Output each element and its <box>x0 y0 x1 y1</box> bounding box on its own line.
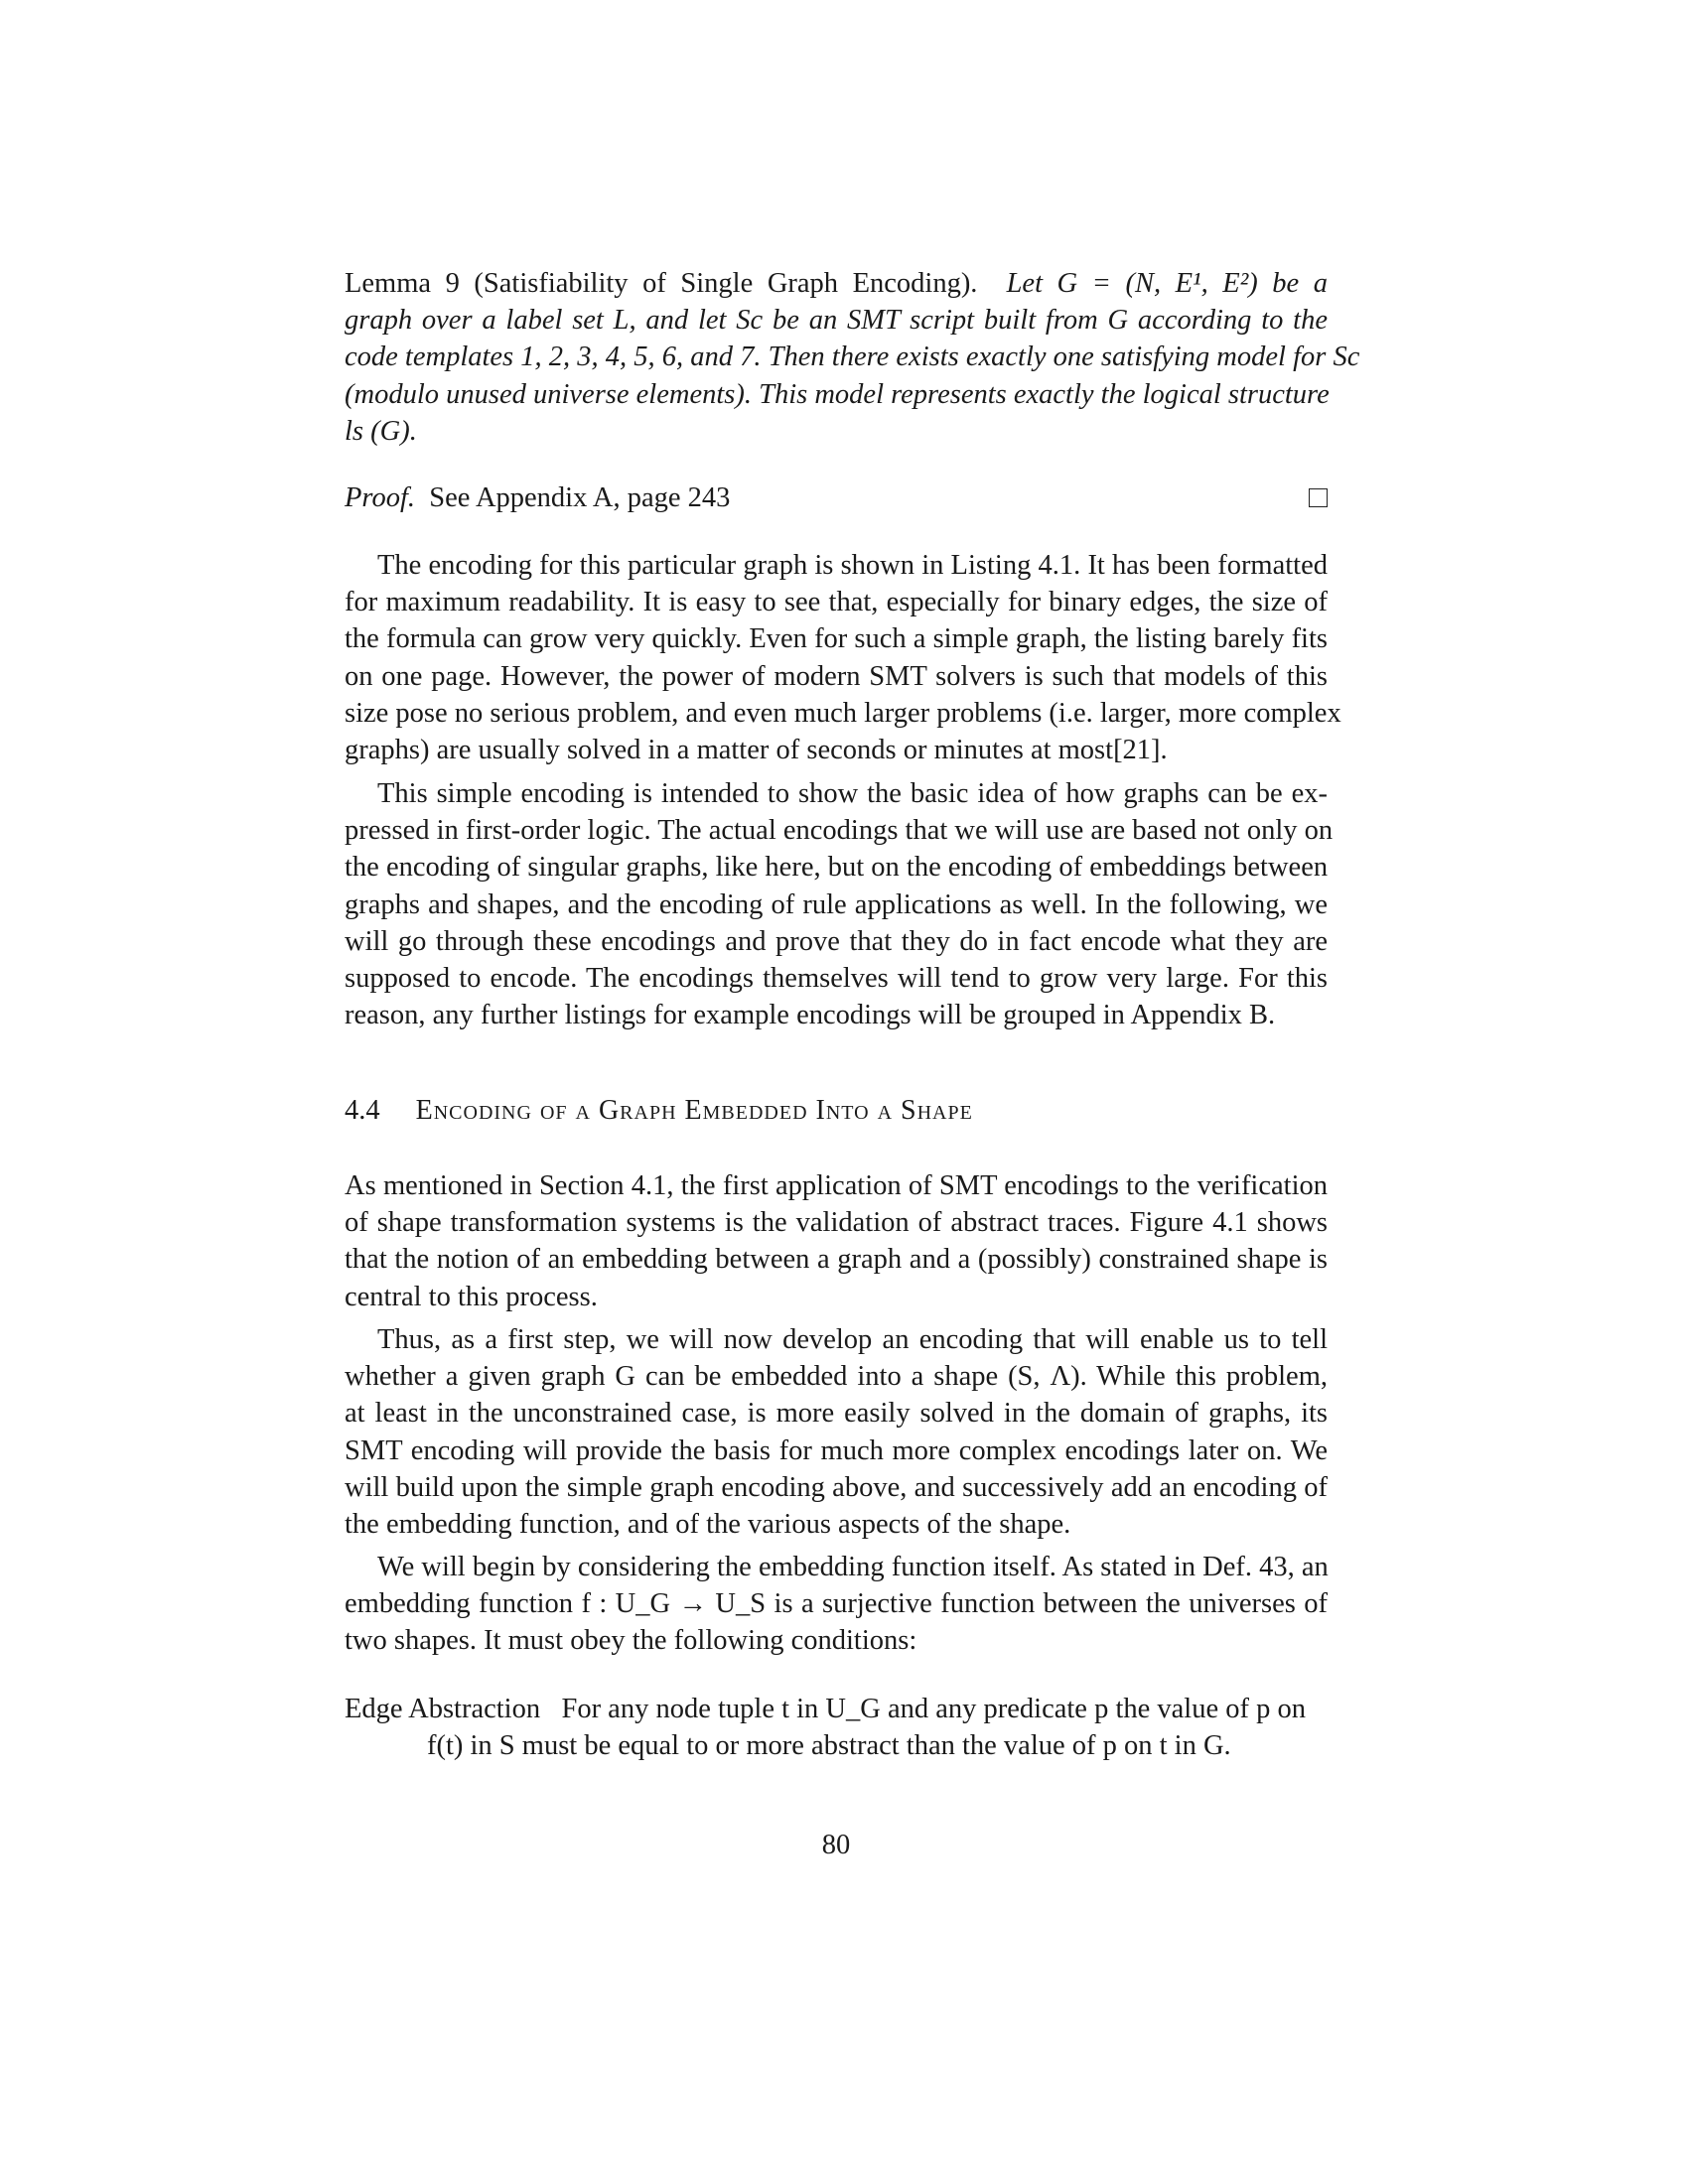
text-line: SMT encoding will provide the basis for much more complex encodings later on. We <box>345 1434 1328 1466</box>
definition-text: f(t) in S must be equal to or more abstract than the value of p on t in G. <box>427 1730 1231 1762</box>
text-line: As mentioned in Section 4.1, the first application of SMT encodings to the verification <box>345 1170 1328 1201</box>
text-line: graphs) are usually solved in a matter of seconds or minutes at most[21]. <box>345 734 1168 765</box>
proof-label: Proof. <box>345 482 415 513</box>
definition-text: For any node tuple t in U_G and any predicate p the value of p on <box>561 1694 1306 1724</box>
proof <box>345 479 1328 516</box>
text-line: that the notion of an embedding between a graph and a (possibly) constrained shape is <box>345 1244 1328 1276</box>
text-line: the formula can grow very quickly. Even for such a simple graph, the listing barely fits <box>345 623 1328 655</box>
text-line: central to this process. <box>345 1281 598 1312</box>
definition-term: Edge Abstraction <box>345 1694 541 1724</box>
text-line: two shapes. It must obey the following conditions: <box>345 1625 917 1657</box>
text-line: will go through these encodings and prove that they do in fact encode what they are <box>345 925 1328 957</box>
text-line: pressed in first-order logic. The actual encodings that we will use are based not only on <box>345 815 1334 847</box>
text-line: embedding function f : U_G → U_S is a surjective function between the universes of <box>345 1588 1328 1620</box>
text-line: of shape transformation systems is the validation of abstract traces. Figure 4.1 shows <box>345 1207 1328 1239</box>
text-line: on one page. However, the power of modern SMT solvers is such that models of this <box>345 660 1328 692</box>
paragraph-4 <box>345 1321 1328 1543</box>
proof-text: See Appendix A, page 243 <box>429 482 731 513</box>
lemma-9 <box>345 265 1360 450</box>
lemma-label: Lemma 9 (Satisfiability of Single Graph Encoding). <box>345 268 978 299</box>
paragraph-5 <box>345 1549 1328 1660</box>
text-line: whether a given graph G can be embedded into a shape (S, Λ). While this problem, <box>345 1361 1328 1393</box>
text-line: reason, any further listings for example encodings will be grouped in Appendix B. <box>345 1000 1276 1031</box>
text-line: will build upon the simple graph encoding above, and successively add an encoding of <box>345 1471 1328 1503</box>
lemma-text: Let G = (N, E¹, E²) be a <box>1006 268 1328 299</box>
text-line: This simple encoding is intended to show the basic idea of how graphs can be ex- <box>377 778 1328 809</box>
text-line: for maximum readability. It is easy to see that, especially for binary edges, the size of <box>345 587 1328 618</box>
text-line: graphs and shapes, and the encoding of rule applications as well. In the following, we <box>345 888 1328 920</box>
lemma-line <box>345 265 1328 302</box>
text-line: at least in the unconstrained case, is more easily solved in the domain of graphs, its <box>345 1398 1328 1430</box>
text-line: size pose no serious problem, and even much larger problems (i.e. larger, more complex <box>345 697 1341 729</box>
section-number: 4.4 <box>345 1095 380 1126</box>
qed-box-icon <box>1309 488 1328 507</box>
definition-edge-abstraction <box>345 1691 1328 1764</box>
page-number: 80 <box>821 1830 851 1860</box>
text-line: the encoding of singular graphs, like here, but on the encoding of embeddings between <box>345 852 1329 884</box>
lemma-line: (modulo unused universe elements). This model represents exactly the logical structure <box>345 378 1330 410</box>
section-title: Encoding of a Graph Embedded Into a Shape <box>415 1095 973 1126</box>
lemma-line: code templates 1, 2, 3, 4, 5, 6, and 7. Then there exists exactly one satisfying model for Sc <box>345 341 1360 373</box>
text-line: Thus, as a first step, we will now develop an encoding that will enable us to tell <box>377 1324 1328 1355</box>
text-line: We will begin by considering the embedding function itself. As stated in Def. 43, an <box>377 1552 1329 1582</box>
section-heading <box>345 1092 1328 1129</box>
text-line: the embedding function, and of the various aspects of the shape. <box>345 1508 1071 1540</box>
text-line: The encoding for this particular graph is shown in Listing 4.1. It has been formatted <box>377 550 1328 581</box>
lemma-line: graph over a label set L, and let Sc be an SMT script built from G according to the <box>345 305 1328 337</box>
paragraph-1 <box>345 547 1341 768</box>
text-line: supposed to encode. The encodings themselves will tend to grow very large. For this <box>345 962 1328 994</box>
lemma-line: ls (G). <box>345 415 417 447</box>
paragraph-3 <box>345 1167 1328 1315</box>
paragraph-2 <box>345 775 1334 1033</box>
